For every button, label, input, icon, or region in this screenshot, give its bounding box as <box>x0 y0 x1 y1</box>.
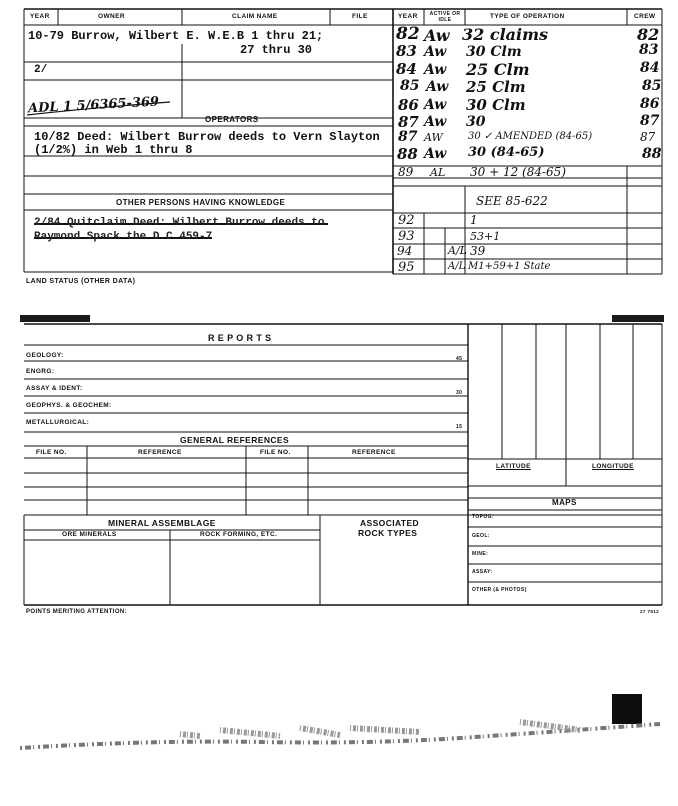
gr-reference: REFERENCE <box>138 449 182 456</box>
gr-reference-2: REFERENCE <box>352 449 396 456</box>
activity-year: 93 <box>398 229 415 244</box>
operators-title: OPERATORS <box>205 115 259 124</box>
activity-year: 86 <box>398 96 419 114</box>
mineral-assemblage-title: MINERAL ASSEMBLAGE <box>108 518 216 528</box>
activity-year: 87 <box>398 129 418 145</box>
reports-metallurgical: METALLURGICAL: <box>26 419 90 426</box>
activity-year: 82 <box>396 24 420 44</box>
longitude-label: LONGITUDE <box>592 463 634 470</box>
scan-noise-band-2 <box>180 722 580 736</box>
header-file: FILE <box>352 13 368 20</box>
activity-operation: 53+1 <box>470 230 501 243</box>
header-year-2: YEAR <box>398 13 418 20</box>
activity-operation: 25 Clm <box>466 78 526 96</box>
activity-crew: 87 <box>640 130 656 144</box>
activity-status: Aw <box>424 44 447 60</box>
activity-year: 89 <box>398 165 414 179</box>
reports-margin-30: 30 <box>456 390 463 396</box>
header-year: YEAR <box>30 13 50 20</box>
activity-crew: 88 <box>642 146 662 162</box>
scan-smudge-right <box>612 315 664 322</box>
activity-status: AL <box>430 166 446 179</box>
rock-forming-label: ROCK FORMING, ETC. <box>200 531 278 538</box>
activity-status: Aw <box>424 146 447 162</box>
latitude-label: LATITUDE <box>496 463 531 470</box>
ore-minerals-label: ORE MINERALS <box>62 531 117 538</box>
activity-operation: 30 ✓ AMENDED (84-65) <box>468 131 593 142</box>
reports-geology: GEOLOGY: <box>26 352 64 359</box>
knowledge-line-1: 2/84 Quitclaim Deed: Wilbert Burrow deeds to <box>34 217 325 229</box>
activity-operation: 39 <box>470 244 486 258</box>
activity-year: 84 <box>396 60 417 78</box>
activity-operation: 30 Clm <box>466 44 522 60</box>
activity-year: 94 <box>397 244 413 258</box>
activity-operation: 30 (84-65) <box>468 145 545 160</box>
reports-margin-15: 15 <box>456 424 463 430</box>
maps-other: OTHER (& PHOTOS) <box>472 587 527 593</box>
reports-engrg: ENGRG: <box>26 368 55 375</box>
header-claim-name: CLAIM NAME <box>232 13 278 20</box>
activity-crew: 85 <box>642 78 662 94</box>
activity-operation: 30 <box>466 114 486 130</box>
activity-year: 83 <box>396 42 417 60</box>
gr-file-no-2: FILE NO. <box>260 449 291 456</box>
maps-title: MAPS <box>552 498 577 507</box>
scan-smudge-left <box>20 315 90 322</box>
scan-noise-band <box>20 724 660 748</box>
reports-assay: ASSAY & IDENT: <box>26 385 83 392</box>
knowledge-title: OTHER PERSONS HAVING KNOWLEDGE <box>116 198 286 207</box>
activity-year: 87 <box>398 113 419 131</box>
activity-operation: 1 <box>470 213 478 227</box>
owner-line-1: 10-79 Burrow, Wilbert E. W.E.B 1 thru 21; <box>28 29 324 43</box>
activity-year: 92 <box>398 213 415 228</box>
adl-handwritten: ADL 1 5/6365-369 <box>27 94 160 117</box>
activity-year: 95 <box>398 260 415 275</box>
maps-assay: ASSAY: <box>472 569 493 575</box>
associated-label: ASSOCIATED <box>360 518 420 528</box>
activity-operation: M1+59+1 State <box>468 261 551 272</box>
header-crew: CREW <box>634 13 656 20</box>
activity-status: Aw <box>424 114 447 130</box>
activity-operation: 32 claims <box>462 25 549 44</box>
header-type-of-operation: TYPE OF OPERATION <box>490 13 565 20</box>
rock-types-label: ROCK TYPES <box>358 528 418 538</box>
activity-status: AW <box>424 131 443 144</box>
reports-geophys: GEOPHYS. & GEOCHEM: <box>26 402 112 409</box>
activity-status: Aw <box>424 97 447 113</box>
form-number: 27 7512 <box>640 609 660 614</box>
activity-crew: 84 <box>640 60 660 76</box>
activity-status: Aw <box>426 79 449 95</box>
owner-line-1b: 27 thru 30 <box>240 43 313 57</box>
maps-topog: TOPOG: <box>472 514 495 520</box>
activity-status: A/L <box>448 244 467 257</box>
header-active-idle: ACTIVE OR IDLE <box>429 11 461 23</box>
activity-crew: 82 <box>637 25 660 44</box>
activity-crew: 87 <box>640 113 660 129</box>
activity-status: Aw <box>424 62 447 78</box>
maps-mine: MINE: <box>472 551 489 557</box>
activity-year: 88 <box>397 145 418 163</box>
operators-line-2: (1/2%) in Web 1 thru 8 <box>34 143 193 157</box>
reports-margin-45: 45 <box>456 356 463 362</box>
reports-title: R E P O R T S <box>208 333 272 343</box>
points-meriting-attention: POINTS MERITING ATTENTION: <box>26 609 128 615</box>
maps-geol: GEOL: <box>472 533 490 539</box>
activity-status: A/L <box>448 261 466 272</box>
general-references-title: GENERAL REFERENCES <box>180 435 290 445</box>
knowledge-line-2: Raymond Spack the D.C.459-7 <box>34 231 213 243</box>
activity-operation: SEE 85-622 <box>476 194 548 208</box>
activity-status: Aw <box>424 26 450 45</box>
activity-operation: 25 Clm <box>466 60 530 79</box>
activity-crew: 83 <box>639 42 659 58</box>
activity-year: 85 <box>400 78 420 94</box>
scan-black-square <box>612 694 642 724</box>
activity-operation: 30 Clm <box>466 96 526 114</box>
activity-crew: 86 <box>640 96 660 112</box>
owner-line-2: 2/ <box>34 64 48 76</box>
header-owner: OWNER <box>98 13 125 20</box>
operators-line-1: 10/82 Deed: Wilbert Burrow deeds to Vern Slayton <box>34 130 380 144</box>
activity-operation: 30 + 12 (84-65) <box>470 165 566 179</box>
land-status-label: LAND STATUS (OTHER DATA) <box>26 278 136 285</box>
gr-file-no: FILE NO. <box>36 449 67 456</box>
